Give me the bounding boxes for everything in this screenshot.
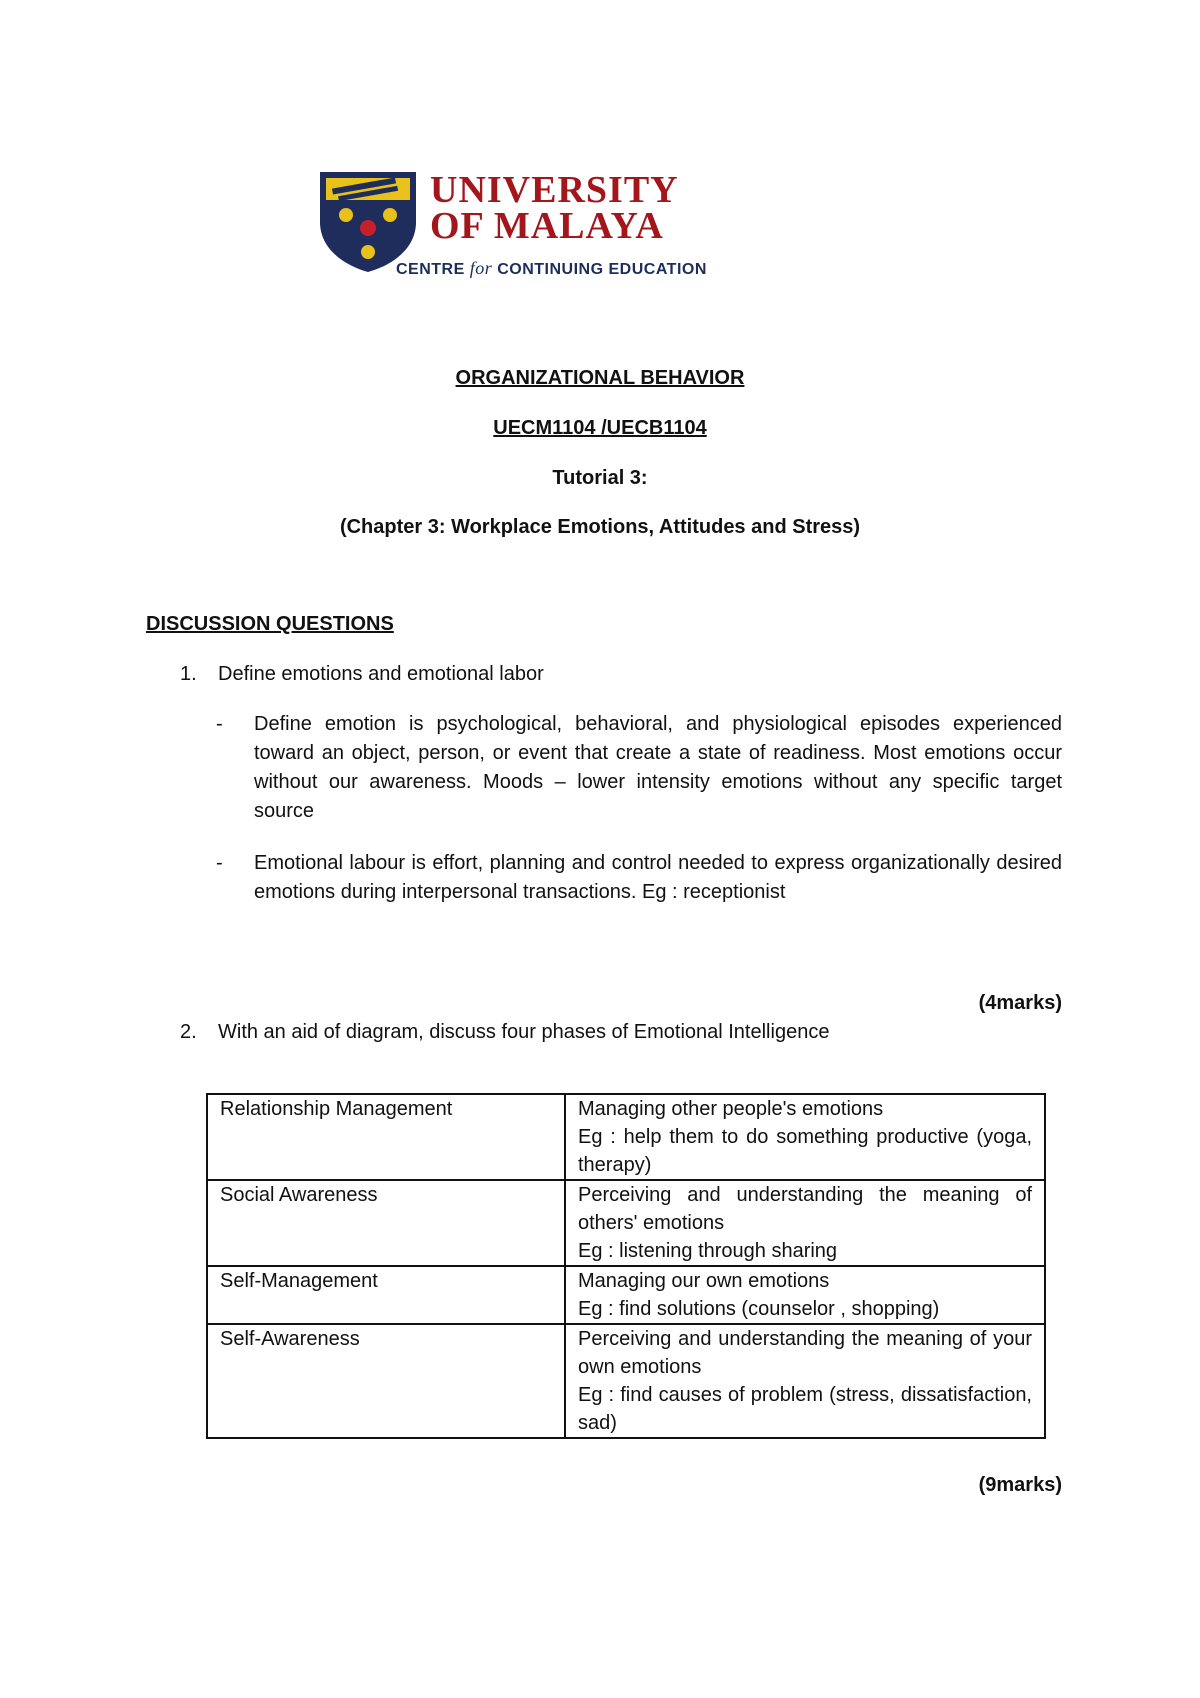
course-title: ORGANIZATIONAL BEHAVIOR	[455, 367, 745, 389]
logo-for-word: for	[469, 258, 493, 278]
section-title: DISCUSSION QUESTIONS	[146, 613, 394, 635]
logo-centre-word: CENTRE	[396, 261, 465, 278]
phase-cell: Relationship Management	[207, 1094, 565, 1180]
question-1-text: Define emotions and emotional labor	[218, 663, 544, 685]
bullet-dash: -	[216, 713, 223, 735]
description-cell	[565, 1324, 1045, 1438]
answer-emotional-labour: Emotional labour is effort, planning and control needed to express organizationally desired emotions during interpersonal transactions. Eg : receptionist	[254, 852, 1062, 903]
table-row	[207, 1094, 1045, 1180]
logo-text-centre	[396, 258, 707, 279]
description-cell	[565, 1094, 1045, 1180]
description-cell	[565, 1266, 1045, 1324]
description-line: Eg : find causes of problem (stress, dissatisfaction, sad)	[578, 1384, 1032, 1434]
tutorial-title: Tutorial 3:	[552, 467, 648, 489]
question-1-number: 1.	[180, 663, 197, 685]
question-1-marks: (4marks)	[978, 992, 1062, 1014]
emotional-intelligence-table	[206, 1093, 1046, 1439]
bullet-dash: -	[216, 852, 223, 874]
phase-cell: Self-Management	[207, 1266, 565, 1324]
description-cell	[565, 1180, 1045, 1266]
question-2-number: 2.	[180, 1021, 197, 1043]
description-line: Eg : find solutions (counselor , shopping)	[578, 1298, 940, 1320]
logo-text-university: UNIVERSITY	[430, 169, 679, 211]
phase-cell: Self-Awareness	[207, 1324, 565, 1438]
description-line: Perceiving and understanding the meaning of your own emotions	[578, 1328, 1032, 1378]
question-2-marks: (9marks)	[978, 1474, 1062, 1496]
description-line: Eg : help them to do something productive (yoga, therapy)	[578, 1126, 1032, 1176]
answer-emotion-definition: Define emotion is psychological, behavioral, and physiological episodes experienced toward an object, person, or event that create a state of readiness. Most emotions occur without our awareness. Moods – lower intensity emotions without any specific target source	[254, 713, 1062, 822]
description-line: Managing our own emotions	[578, 1270, 830, 1292]
description-line: Managing other people's emotions	[578, 1098, 884, 1120]
description-line: Perceiving and understanding the meaning of others' emotions	[578, 1184, 1032, 1234]
logo-continuing-education: CONTINUING EDUCATION	[497, 261, 707, 278]
table-row	[207, 1266, 1045, 1324]
course-code: UECM1104 /UECB1104	[493, 417, 707, 439]
table-row	[207, 1324, 1045, 1438]
chapter-title: (Chapter 3: Workplace Emotions, Attitudes and Stress)	[339, 516, 861, 538]
logo-text-of-malaya: OF MALAYA	[430, 205, 664, 247]
description-line: Eg : listening through sharing	[578, 1240, 838, 1262]
university-logo	[318, 170, 758, 290]
question-2-text: With an aid of diagram, discuss four phases of Emotional Intelligence	[218, 1021, 830, 1043]
phase-cell: Social Awareness	[207, 1180, 565, 1266]
table-row	[207, 1180, 1045, 1266]
